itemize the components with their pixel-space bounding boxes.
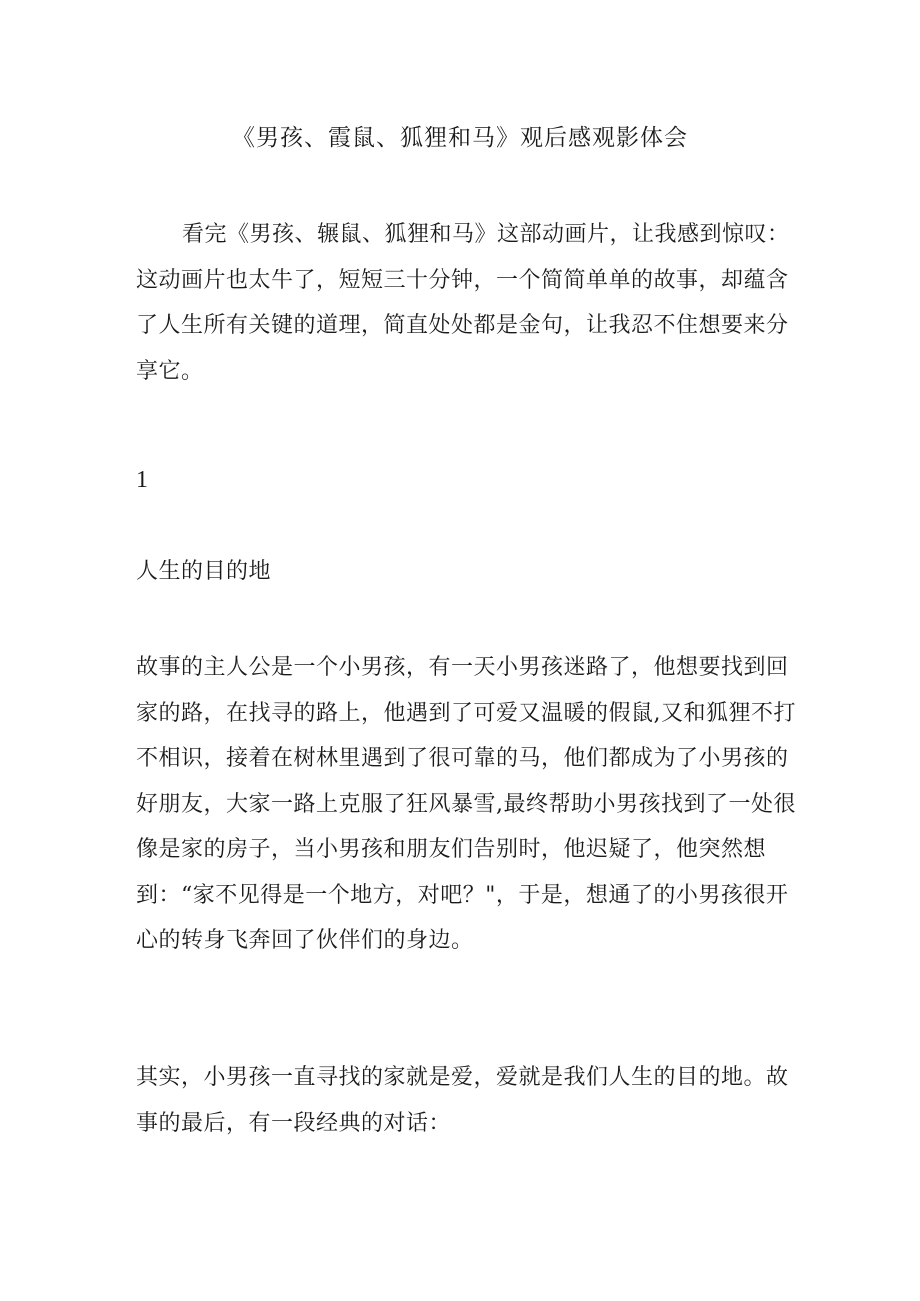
intro-paragraph: 看完《男孩、辗鼠、狐狸和马》这部动画片，让我感到惊叹：这动画片也太牛了，短短三十分钟，一个简简单单的故事，却蕴含了人生所有关键的道理，简直处处都是金句，让我忍不住想要来分享它。 xyxy=(136,222,790,384)
document-title: 《男孩、霞鼠、狐狸和马》观后感观影体会 xyxy=(232,125,688,151)
story-paragraph: 故事的主人公是一个小男孩，有一天小男孩迷路了，他想要找到回家的路，在找寻的路上，他遇到了可爱又温暖的假鼠,又和狐狸不打不相识，接着在树林里遇到了很可靠的马，他们都成为了小男孩的好朋友，大家一路上克服了狂风暴雪,最终帮助小男孩找到了一处很像是家的房子，当小男孩和朋友们告别时，他迟疑了，他突然想到：“家不见得是一个地方，对吧？"，于是，想通了的小男孩很开心的转身飞奔回了伙伴们的身边。 xyxy=(136,655,796,953)
section-heading: 人生的目的地 xyxy=(136,559,272,584)
conclusion-paragraph: 其实，小男孩一直寻找的家就是爱，爱就是我们人生的目的地。故事的最后，有一段经典的对话： xyxy=(136,1065,789,1136)
section-number: 1 xyxy=(136,467,148,493)
